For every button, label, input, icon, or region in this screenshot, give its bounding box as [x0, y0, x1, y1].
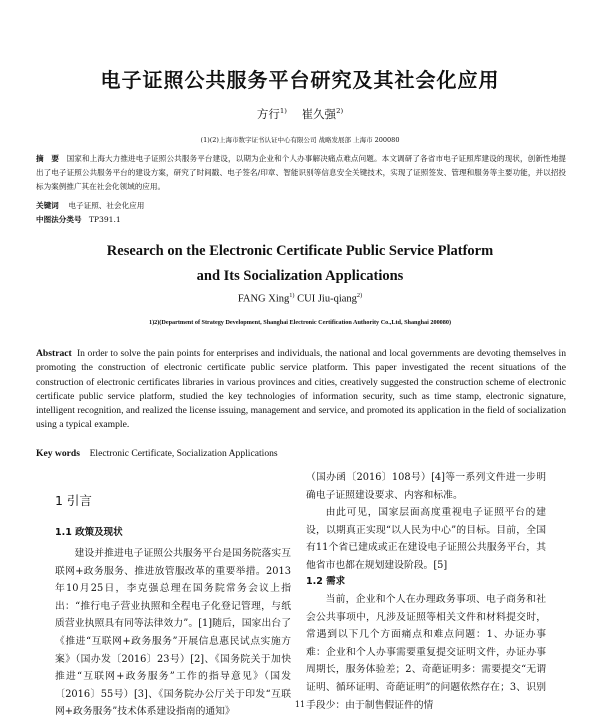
section-1-heading: 1 引言 [55, 493, 92, 508]
paper-title-en-line2: and Its Socialization Applications [196, 268, 404, 284]
section-1-2-heading: 1.2 需求 [306, 576, 346, 587]
clc-cn-label: 中图法分类号 [36, 215, 82, 224]
abstract-en [36, 347, 566, 433]
keywords-en [36, 448, 566, 459]
authors-cn [0, 106, 600, 122]
author-2-name-en: CUI Jiu-qiang [297, 293, 357, 305]
authors-en [0, 292, 600, 305]
abstract-cn [36, 152, 566, 194]
keywords-en-text: Electronic Certificate, Socialization Applications [89, 448, 278, 459]
keywords-en-label: Key words [36, 448, 80, 459]
author-2-name: 崔久强 [301, 107, 337, 121]
right-column-lower [306, 591, 546, 714]
section-1-1-heading: 1.1 政策及现状 [55, 527, 123, 538]
affiliation-cn: (1)(2)上海市数字证书认证中心有限公司 战略发展部 上海市 200080 [200, 136, 400, 144]
author-2-sup: 2) [336, 107, 344, 116]
author-1-sup: 1) [279, 107, 287, 116]
author-1-name: 方行 [256, 107, 280, 121]
author-1-name-en: FANG Xing [237, 293, 290, 305]
paper-title-en-line1: Research on the Electronic Certificate Public Service Platform [106, 243, 494, 259]
abstract-en-label: Abstract [36, 348, 72, 359]
keywords-cn [36, 200, 566, 211]
keywords-cn-text: 电子证照、社会化应用 [68, 201, 145, 210]
author-1-sup-en: 1) [289, 292, 295, 299]
clc-cn [36, 214, 566, 225]
left-column [55, 545, 291, 721]
affiliation-en: 1)2)(Department of Strategy Development, Shanghai Electronic Certification Authority Co.,Ltd, Shanghai 200080) [148, 319, 452, 326]
author-2-sup-en: 2) [356, 292, 363, 299]
clc-cn-text: TP391.1 [88, 215, 121, 224]
section-1-2-paragraph: 当前，企业和个人在办理政务事项、电子商务和社会公共事项中，凡涉及证照等相关文件和材料提交时，常遇到以下几个方面痛点和难点问题：1、办证办事难：企业和个人办事需要重复提交证明文件，办证办事周期长，服务体验差；2、奇葩证明多：需要提交“无谓证明、循环证明、奇葩证明”的问题依然存在；3、识别手段少：由于制售假证件的情 [306, 594, 546, 711]
page-number: 11 [294, 700, 306, 709]
paper-title-cn: 电子证照公共服务平台研究及其社会化应用 [100, 68, 500, 92]
keywords-cn-label: 关键词 [36, 201, 59, 210]
section-1-1-paragraph: 建设并推进电子证照公共服务平台是国务院落实互联网+政务服务、推进放管服改革的重要举措。2013年10月25日，李克强总理在国务院常务会议上指出：“推行电子营业执照和全程电子化登记管理，与纸质营业执照具有同等法律效力”。[1]随后，国家出台了《推进“互联网+政务服务”开展信息惠民试点实施方案》（国办发〔2016〕23号）[2]、《国务院关于加快推进“互联网+政务服务”工作的指导意见》（国发〔2016〕55号）[3]、《国务院办公厅关于印发“互联网+政务服务”技术体系建设指南的通知》 [55, 548, 291, 718]
right-column [306, 469, 546, 575]
abstract-cn-label: 摘 要 [36, 154, 60, 163]
abstract-cn-text: 国家和上海大力推进电子证照公共服务平台建设，以期为企业和个人办事解决痛点难点问题。本文调研了各省市电子证照库建设的现状，创新性地提出了电子证照公共服务平台的建设方案，研究了时间戳、电子签名/印章、智能识别等信息安全关键技术，实现了证照签发、管理和服务等主要功能，并以招投标为案例推广其在社会化领域的应用。 [36, 154, 566, 191]
right-column-continuation: （国办函〔2016〕108号）[4]等一系列文件进一步明确电子证照建设要求、内容和标准。 [306, 472, 546, 501]
abstract-en-text: In order to solve the pain points for enterprises and individuals, the national and local governments are devoting themselves in promoting the construction of electronic certificate public service platform. This paper investigated the recent situations of the construction of electronic certificates libraries in various provinces and cities, creatively suggested the construction scheme of electronic certificate public service platform, studied the key technologies of information security, such as time stamp, electronic signature, intelligent recognition, and realized the license issuing, management and service, and promoted its application in the field of socialization using a typical example. [36, 348, 566, 431]
right-column-paragraph-2: 由此可见，国家层面高度重视电子证照平台的建设，以期真正实现“以人民为中心”的目标。目前，全国有11个省已建成或正在建设电子证照公共服务平台，其他省市也都在规划建设阶段。[5] [306, 507, 546, 571]
